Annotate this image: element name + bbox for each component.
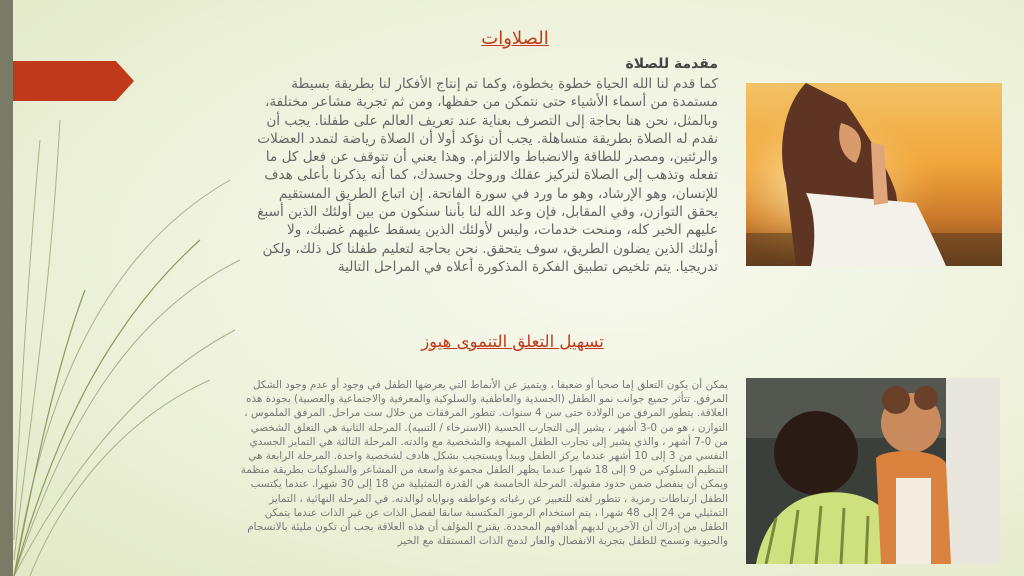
attachment-heading: تسهيل التعلق التنموى هيوز	[421, 332, 604, 351]
intro-paragraph: كما قدم لنا الله الحياة خطوة بخطوة، وكما تم إنتاج الأفكار لنا بطريقة بسيطة مستمدة من أسماء الأشياء حتى نتمكن من حفظها، ومن ثم تجربة مشاعر مختلفة، وبالمثل، نحن هنا بحاجة إلى التصرف بعناية عند تعريف العالم على طفلنا. يجب أن نقدم له الصلاة بطريقة متساهلة. يجب أن نؤكد أولا أن الصلاة رياضة لتمدد العضلات والرئتين، ومصدر للطاقة والانضباط والالتزام. وهذا يعني أن تتوقف عن فعل كل ما تفعله وتذهب إلى الصلاة لتركيز عقلك وروحك وجسدك، كما أنه يذكرنا بأعلى هدف للإنسان، وهو الإرشاد، وهو ما ورد في سورة الفاتحة. إن اتباع الطريق المستقيم يحقق التوازن، وفي المقابل، فإن وعد الله لنا بأننا سنكون من بين أولئك الذين أسبغ عليهم الخير كله، ومنحت خدمات، وليس لأولئك الذين يسقط عليهم غضبك، ولا أولئك الذين يضلون الطريق، سوف يتحقق. نحن بحاجة لتعليم طفلنا كل ذلك، ولكن تدريجيا. يتم تلخيص تطبيق الفكرة المذكورة أعلاه في المراحل التالية	[257, 76, 718, 275]
title-arrow-shape	[13, 61, 134, 101]
attachment-paragraph: يمكن أن يكون التعلق إما صحيا أو ضعيفا ، ويتميز عن الأنماط التي يعرضها الطفل في وجود أو عدم وجود الشكل المرفق. تتأثر جميع جوانب نمو الطفل (الجسدية والعاطفية والسلوكية والمعرفية والاجتماعية والعصبية) بجودة هذه العلاقة. يتطور المرفق من الولادة حتى سن 4 سنوات. تتطور المرفقات من خلال ست مراحل. المرفق الملموس ، التوازن ، هو من 0-3 أشهر ، يشير إلى التجارب الحسية (الاسترخاء / التنبيه). المرحلة الثانية هي التعلق الشخصي من 0-7 أشهر ، والذي يشير إلى تجارب الطفل المبهجة والشخصية مع والدته. المرحلة الثالثة هي التمايز الجسدي النفسي من 3 إلى 10 أشهر عندما يركز الطفل ويبدأ ويستجيب بشكل هادف لشخصية واحدة. المرحلة الرابعة هي التنظيم السلوكي من 9 إلى 18 شهرا عندما يظهر الطفل مجموعة واسعة من المشاعر والسلوكيات بطريقة منظمة ويمكن أن ينفصل ضمن حدود مقبولة. المرحلة الخامسة هي القدرة التمثيلية من 18 إلى 30 شهرا. عندما يكتسب الطفل ارتباطات رمزية ، تتطور لغته للتعبير عن رغباته وعواطفه ونواياه لوالدته. في المرحلة النهائية ، التمايز التمثيلي من 24 إلى 48 شهرا ، يتم استخدام الرموز المكتسبة سابقا لفصل الذات عن غير الذات عندما يتمكن الطفل من إدراك أن الآخرين لديهم أهدافهم المحددة. يقترح المؤلف أن هذه العلاقة يجب أن تكون مليئة بالانسجام والحيوية وتسمح للطفل بتجربة الانفصال والعار لدمج الذات المستقلة مع الخير	[240, 379, 728, 548]
woman-praying-photo	[746, 83, 1002, 266]
intro-title: مقدمة للصلاة	[625, 56, 718, 72]
parent-child-photo	[746, 378, 1000, 564]
prayers-heading: الصلاوات	[481, 28, 549, 49]
